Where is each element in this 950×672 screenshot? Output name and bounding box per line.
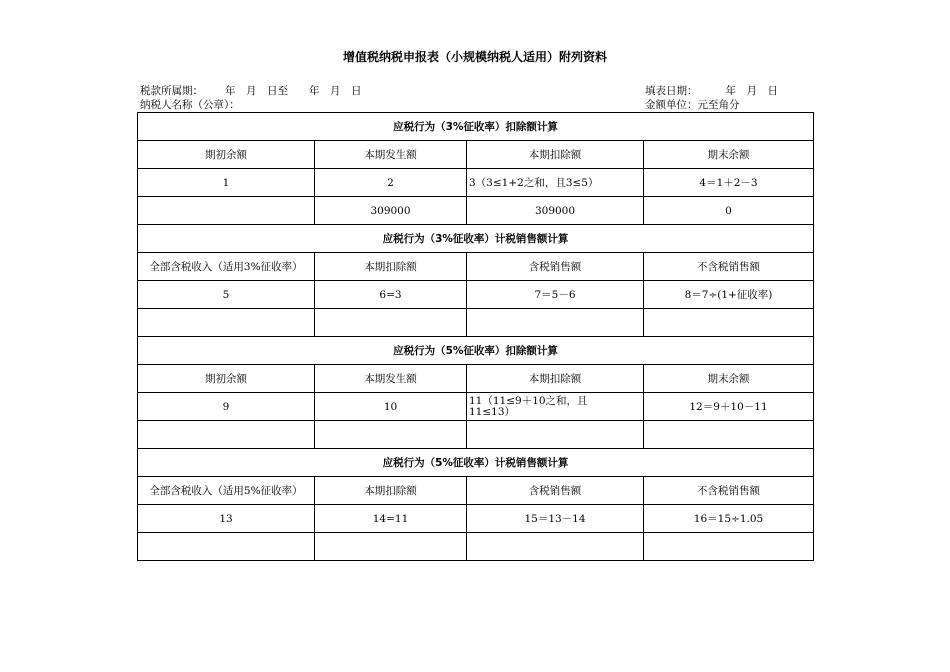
- header-cell: 本期发生额: [315, 141, 467, 169]
- header-cell: 期末余额: [644, 141, 814, 169]
- section-title: 应税行为（5%征收率）扣除额计算: [138, 337, 814, 365]
- form-title: 增值税纳税申报表（小规模纳税人适用）附列资料: [342, 50, 607, 64]
- value-cell[interactable]: [644, 309, 814, 337]
- deduction-table: [137, 112, 814, 561]
- taxpayer-name: 纳税人名称（公章）：: [140, 99, 240, 111]
- header-row: [138, 477, 814, 505]
- value-cell[interactable]: [644, 421, 814, 449]
- value-cell[interactable]: [315, 533, 467, 561]
- formula-cell: 9: [138, 393, 315, 421]
- formula-cell: 4＝1＋2－3: [644, 169, 814, 197]
- fill-date-label: 填表日期：: [645, 85, 698, 97]
- header-cell: 期末余额: [644, 365, 814, 393]
- section-title: 应税行为（5%征收率）计税销售额计算: [138, 449, 814, 477]
- value-cell[interactable]: [138, 197, 315, 225]
- header-cell: 本期扣除额: [315, 253, 467, 281]
- header-row: [138, 253, 814, 281]
- formula-cell: 12＝9＋10－11: [644, 393, 814, 421]
- header-row: [138, 141, 814, 169]
- header-cell: 本期发生额: [315, 365, 467, 393]
- formula-cell: 11（11≤9＋10之和，且11≤13）: [467, 393, 644, 421]
- header-cell: 本期扣除额: [467, 141, 644, 169]
- formula-cell: 7＝5－6: [467, 281, 644, 309]
- formula-row: [138, 281, 814, 309]
- formula-cell: 14=11: [315, 505, 467, 533]
- value-cell[interactable]: [315, 309, 467, 337]
- value-cell[interactable]: [467, 533, 644, 561]
- header-cell: 含税销售额: [467, 477, 644, 505]
- formula-cell: 10: [315, 393, 467, 421]
- value-cell[interactable]: [315, 421, 467, 449]
- formula-row: [138, 393, 814, 421]
- formula-cell: 6=3: [315, 281, 467, 309]
- formula-row: [138, 505, 814, 533]
- formula-cell: 8＝7÷(1+征收率): [644, 281, 814, 309]
- amount-unit: 金额单位：元至角分: [645, 99, 740, 111]
- value-cell[interactable]: [644, 533, 814, 561]
- tax-period: [140, 84, 362, 98]
- header-cell: 不含税销售额: [644, 477, 814, 505]
- tax-period-label: 税款所属期：: [140, 85, 203, 97]
- section-title: 应税行为（3%征收率）扣除额计算: [138, 113, 814, 141]
- tax-period-value: 年 月 日至 年 月 日: [225, 85, 362, 97]
- header-cell: 全部含税收入（适用5%征收率）: [138, 477, 315, 505]
- value-cell[interactable]: [467, 421, 644, 449]
- value-row: [138, 421, 814, 449]
- formula-cell: 1: [138, 169, 315, 197]
- header-cell: 本期扣除额: [467, 365, 644, 393]
- header-cell: 不含税销售额: [644, 253, 814, 281]
- section-title: 应税行为（3%征收率）计税销售额计算: [138, 225, 814, 253]
- value-cell[interactable]: [138, 421, 315, 449]
- header-cell: 全部含税收入（适用3%征收率）: [138, 253, 315, 281]
- value-row: [138, 197, 814, 225]
- formula-cell: 13: [138, 505, 315, 533]
- value-cell[interactable]: 309000: [315, 197, 467, 225]
- formula-cell: 16＝15÷1.05: [644, 505, 814, 533]
- header-row: [138, 365, 814, 393]
- header-cell: 含税销售额: [467, 253, 644, 281]
- header-cell: 期初余额: [138, 365, 315, 393]
- header-cell: 本期扣除额: [315, 477, 467, 505]
- formula-row: [138, 169, 814, 197]
- fill-date: [645, 84, 778, 98]
- section-title-row: [138, 337, 814, 365]
- formula-cell: 15＝13－14: [467, 505, 644, 533]
- value-cell[interactable]: 309000: [467, 197, 644, 225]
- section-title-row: [138, 449, 814, 477]
- formula-cell: 5: [138, 281, 315, 309]
- value-cell[interactable]: [138, 533, 315, 561]
- value-cell[interactable]: [138, 309, 315, 337]
- header-cell: 期初余额: [138, 141, 315, 169]
- section-title-row: [138, 225, 814, 253]
- value-cell[interactable]: [467, 309, 644, 337]
- value-row: [138, 533, 814, 561]
- fill-date-value: 年 月 日: [725, 85, 778, 97]
- section-title-row: [138, 113, 814, 141]
- formula-cell: 2: [315, 169, 467, 197]
- value-row: [138, 309, 814, 337]
- formula-cell: 3（3≤1+2之和，且3≤5）: [467, 169, 644, 197]
- value-cell[interactable]: 0: [644, 197, 814, 225]
